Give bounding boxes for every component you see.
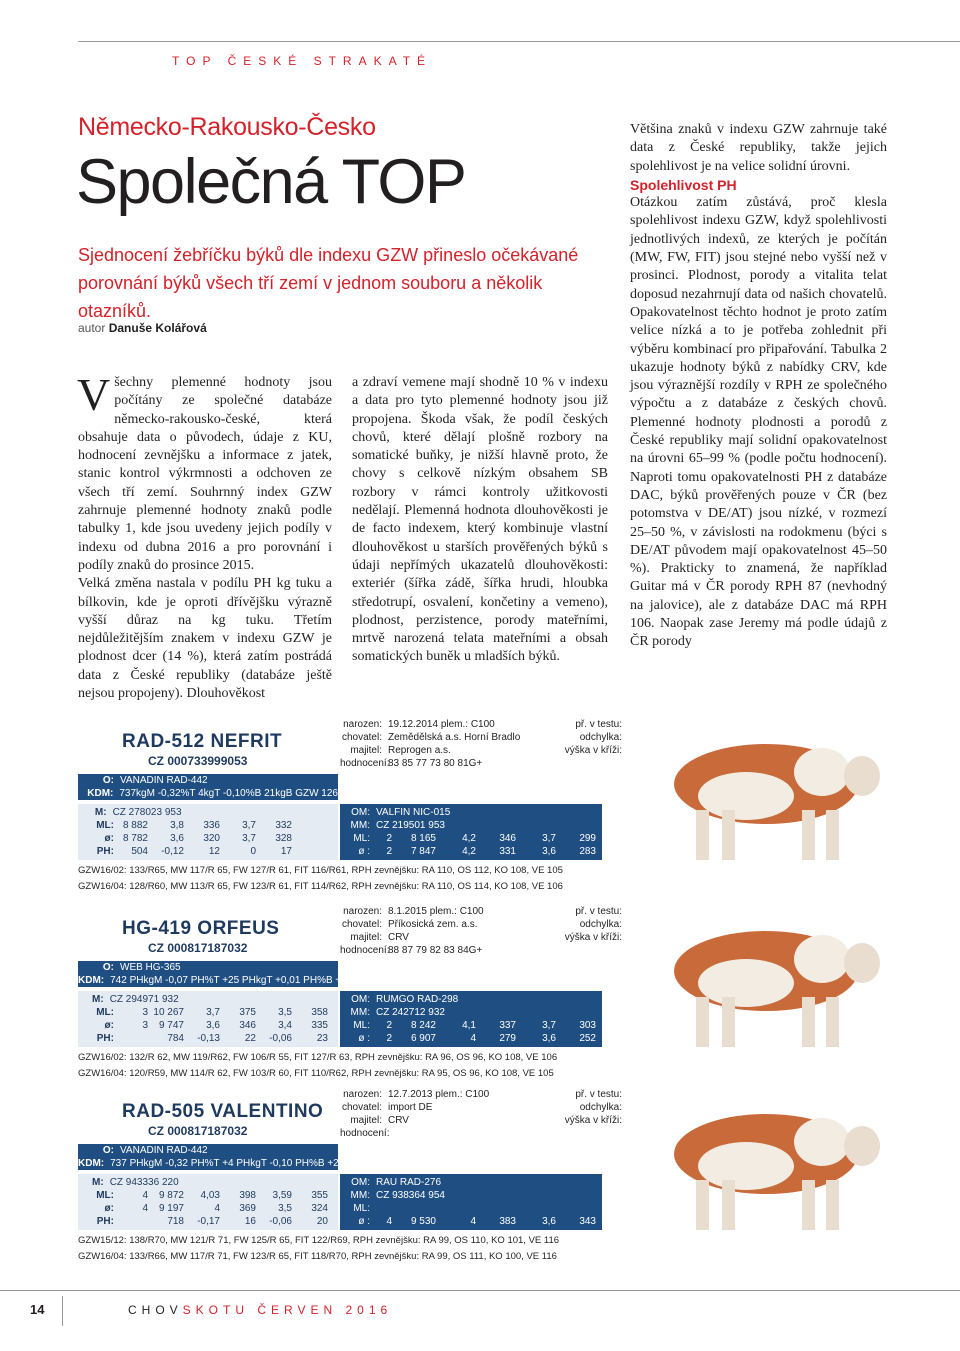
table-cell: 8 242 [410, 1020, 436, 1031]
table-cell: 3,6 [206, 1020, 220, 1031]
bull-name: RAD-505 VALENTINO [122, 1101, 324, 1122]
table-cell: 4,1 [462, 1020, 476, 1031]
row-label: M: [92, 1177, 104, 1188]
table-cell: CZ 294971 932 [109, 994, 179, 1005]
col3-paragraph-1: Většina znaků v indexu GZW zahrnuje také data z České republiky, takže jejich spolehlivost je na velice solidní úrovni. [630, 122, 887, 174]
table-cell: 398 [239, 1190, 256, 1201]
info-label: majitel: [350, 932, 382, 943]
row-label: MM: [350, 1007, 370, 1018]
info-value: CRV [388, 932, 409, 943]
test-label: odchylka: [579, 919, 622, 930]
table-cell: 3,59 [272, 1190, 292, 1201]
row-label: M: [94, 807, 107, 818]
table-cell: 3,6 [170, 833, 184, 844]
table-cell: -0,06 [269, 1033, 292, 1044]
table-cell: 3,5 [278, 1007, 292, 1018]
table-cell: 20 [316, 1216, 328, 1227]
row-label: ML: [353, 1203, 370, 1214]
table-cell: -0,17 [197, 1216, 220, 1227]
table-cell [312, 993, 338, 1006]
bull-illustration [626, 1088, 890, 1238]
table-row [78, 993, 338, 1006]
table-cell: 12 [208, 846, 220, 857]
bull-name-box [78, 718, 338, 774]
test-label: výška v kříži: [564, 745, 622, 756]
test-label: výška v kříži: [564, 932, 622, 943]
sire-index-bar [78, 1144, 424, 1170]
table-cell: CZ 278023 953 [112, 807, 182, 818]
table-cell [312, 1176, 338, 1189]
table-cell: 346 [239, 1020, 256, 1031]
table-cell [224, 806, 253, 819]
text-column-1 [77, 369, 332, 703]
bull-info [340, 718, 520, 770]
bull-photo [626, 905, 890, 1055]
table-cell: 7 847 [410, 846, 436, 857]
top-rule [78, 41, 960, 42]
table-cell: 17 [280, 846, 292, 857]
table-cell: 324 [311, 1203, 328, 1214]
info-value: CRV [388, 1115, 409, 1126]
bull-name: RAD-512 NEFRIT [122, 731, 283, 752]
gzw-line: GZW16/04: 120/R59, MW 114/R 62, FW 103/R 60, FIT 110/R62, RPH zevnějšku: RA 95, OS 96, KO 108, VE 105 [78, 1068, 554, 1079]
table-cell [309, 806, 338, 819]
row-label: MM: [350, 820, 370, 831]
sire: VANADIN RAD-442 [120, 1145, 208, 1156]
row-label: ø: [104, 1020, 114, 1031]
table-cell: CZ 943336 220 [109, 1177, 179, 1188]
sire: VANADIN RAD-442 [120, 775, 208, 786]
table-cell [516, 1202, 556, 1215]
table-cell [281, 806, 310, 819]
table-cell: 4 [386, 1216, 392, 1227]
bull-illustration [626, 718, 890, 868]
gzw-line: GZW16/02: 132/R 62, MW 119/R62, FW 106/R 55, FIT 127/R 63, RPH zevnějšku: RA 96, OS 96, KO 108, VE 106 [78, 1052, 558, 1063]
table-cell: 3,7 [542, 1020, 556, 1031]
table-cell: 0 [250, 846, 256, 857]
page-number: 14 [30, 1302, 45, 1317]
info-value: Zemědělská a.s. Horní Bradlo [388, 732, 521, 743]
bottom-rule [0, 1290, 960, 1291]
section-kicker: TOP ČESKÉ STRAKATÉ [172, 54, 433, 68]
table-cell: -0,13 [197, 1033, 220, 1044]
table-cell: CZ 242712 932 [376, 1007, 445, 1018]
row-label: ø : [358, 846, 370, 857]
table-cell: 3,6 [542, 846, 556, 857]
breeding-values: 737 PHkgM -0,32 PH%T +4 PHkgT -0,10 PH%B +21 PHkgB GZW 126 [110, 1158, 424, 1169]
table-cell: 3,5 [278, 1203, 292, 1214]
table-cell: 3,7 [542, 833, 556, 844]
dam-performance-table [78, 1174, 338, 1230]
col2-paragraph-1: a zdraví vemene mají shodně 10 % v indexu a data pro tyto plemenné hodnoty jsou již propojena. Škoda však, že podíl českých chovů, které dělají plošně rozbory na somatické buňky, je nižší hlavně proto, že chovy s celkově nízkým obsahem SB rozbory v rámci kontroly užitkovosti nedělají. Plemenná hodnota dlouhověkosti je de facto indexem, který kombinuje vlastní dlouhověkost u starších prověřených býků s údaji nepřímých ukazatelů dlouhověkosti: exteriér (šířka zádě, šířka hrudi, hloubka středotrupí, osvalení, končetiny a vemeno), plodnost, perzistence, porody mateřními, mrtvě narozená telata mateřními a obsah somatických buněk u mladších býků. [352, 375, 608, 665]
label: O: [102, 775, 114, 786]
info-label: majitel: [350, 745, 382, 756]
table-cell: 4,2 [462, 833, 476, 844]
table-cell: 283 [579, 846, 596, 857]
table-cell: 9 747 [158, 1020, 184, 1031]
sire-index-bar [78, 961, 432, 987]
label: KDM: [87, 788, 114, 799]
table-cell: 8 782 [122, 833, 148, 844]
info-value: Příkosická zem. a.s. [388, 919, 478, 930]
table-row [78, 1189, 338, 1202]
text-column-3 [630, 121, 887, 652]
table-row [340, 1202, 602, 1215]
table-cell: 335 [311, 1020, 328, 1031]
info-value: 83 85 77 73 80 81G+ [388, 758, 483, 769]
table-cell [287, 993, 313, 1006]
bull-registration: CZ 000733999053 [148, 754, 248, 768]
table-cell: 369 [239, 1203, 256, 1214]
bull-name-box [78, 1088, 338, 1144]
table-row [340, 1215, 602, 1228]
table-row [78, 845, 338, 858]
table-cell [210, 993, 236, 1006]
table-cell: RUMGO RAD-298 [376, 994, 459, 1005]
info-value: Reprogen a.s. [388, 745, 451, 756]
info-value: import DE [388, 1102, 433, 1113]
table-cell: 337 [499, 1020, 516, 1031]
table-cell: 3,4 [278, 1020, 292, 1031]
table-cell [287, 1176, 313, 1189]
table-cell [235, 1176, 261, 1189]
label: O: [102, 1145, 114, 1156]
table-cell [235, 993, 261, 1006]
info-value: 12.7.2013 plem.: C100 [388, 1089, 490, 1100]
col3-paragraph-2: Otázkou zatím zůstává, proč klesla spolehlivost indexu GZW, když spolehlivosti jednotlivých indexů, ze kterých je počítán (MW, FW, FIT) jsou stejné nebo vyšší než v prosinci. Plodnost, porody a vitalita telat doposud nezahrnují data od našich chovatelů. Opakovatelnost těchto hodnot je proto zatím velice nízká a to je potřeba zohlednit při výběru kombinací pro připařování. Tabulka 2 ukazuje hodnoty býků z nabídky CRV, kde jsou výraznější rozdíly v RPH ze společného výpočtu a z databáze z českých chovů. Plemenné hodnoty plodnosti a porodů z České republiky mají solidní opakovatelnost na úrovni 65–99 % (podle počtu hodnocení). Naproti tomu opakovatelnosti PH z databáze DAC, býků prověřených pouze v ČR (bez potomstva v DE/AT) jsou nízké, v rozmezí 25–50 %, v závislosti na rodokmenu (býci s DE/AT původem mají opakovatelnost 45–50 %). Prakticky to znamená, že například Guitar má v ČR porody RPH 87 (nevhodný na jalovice), ale z databáze DAC má RPH 106. Naopak zase Jeremy má podle údajů z ČR porody [630, 195, 887, 650]
table-row [78, 1032, 338, 1045]
row-label: M: [92, 994, 104, 1005]
table-cell: 279 [499, 1033, 516, 1044]
gzw-line: GZW16/04: 128/R60, MW 113/R 65, FW 123/R 61, FIT 114/R62, RPH zevnějšku: RA 110, OS 114, KO 108, VE 106 [78, 881, 563, 892]
table-cell: 343 [579, 1216, 596, 1227]
table-cell [436, 1202, 476, 1215]
table-cell [476, 1202, 516, 1215]
table-cell: 375 [239, 1007, 256, 1018]
row-label: PH: [96, 1033, 114, 1044]
sire: WEB HG-365 [120, 962, 181, 973]
magazine-name-a: CHOV [128, 1303, 183, 1317]
test-info [558, 1088, 637, 1127]
issue-date: ČERVEN 2016 [257, 1303, 393, 1317]
label: KDM: [78, 975, 105, 986]
table-cell: CZ 938364 954 [376, 1190, 445, 1201]
row-label: ø: [104, 1203, 114, 1214]
table-row [340, 832, 602, 845]
table-cell: 4 [470, 1216, 476, 1227]
bull-illustration [626, 905, 890, 1055]
info-label: hodnocení: [340, 758, 390, 769]
row-label: ML: [96, 1007, 114, 1018]
row-label: ø: [104, 833, 114, 844]
row-label: ø : [358, 1033, 370, 1044]
subheading: Spolehlivost PH [630, 176, 737, 193]
row-label: MM: [350, 1190, 370, 1201]
table-cell: 9 872 [158, 1190, 184, 1201]
table-cell: 9 197 [158, 1203, 184, 1214]
table-row [78, 1202, 338, 1215]
dropcap: V [77, 369, 111, 420]
table-row [78, 806, 338, 819]
table-cell: 3,7 [206, 1007, 220, 1018]
info-label: hodnocení: [340, 1128, 390, 1139]
table-cell [376, 1202, 392, 1215]
table-cell: 252 [579, 1033, 596, 1044]
test-label: odchylka: [579, 732, 622, 743]
table-row [340, 1032, 602, 1045]
table-row [340, 845, 602, 858]
table-cell: 718 [167, 1216, 184, 1227]
magazine-footer [128, 1303, 392, 1317]
table-cell: 4 [214, 1203, 220, 1214]
info-label: chovatel: [341, 1102, 382, 1113]
info-label: narozen: [343, 1089, 382, 1100]
table-cell: 299 [579, 833, 596, 844]
table-cell: -0,06 [269, 1216, 292, 1227]
table-cell: 10 267 [153, 1007, 184, 1018]
info-label: chovatel: [341, 919, 382, 930]
breeding-values: 742 PHkgM -0,07 PH%T +25 PHkgT +0,01 PH%B +27 PHkgB GZW 123 [110, 975, 432, 986]
info-value: 19.12.2014 plem.: C100 [388, 719, 495, 730]
table-cell: CZ 219501 953 [376, 820, 445, 831]
row-label: ML: [96, 820, 114, 831]
bull-photo [626, 1088, 890, 1238]
table-cell [210, 1176, 236, 1189]
table-cell: 355 [311, 1190, 328, 1201]
maternal-line-table [340, 991, 602, 1047]
table-cell: 3,8 [170, 820, 184, 831]
magazine-name-b: SKOTU [182, 1303, 250, 1317]
col1-paragraph-1: šechny plemenné hodnoty jsou počítány ze společné databáze německo-rakousko-české, která obsahuje data o původech, údaje z KU, hodnocení zevnějšku a informace z jatek, stanic kontrol výkrmnosti a odchoven ze všech tří zemí. Souhrnný index GZW zahrnuje plemenné hodnoty znaků podle tabulky 1, kde jsou uvedeny jejich podíly v indexu od dubna 2016 a pro porovnání i podíly znaků do prosince 2015. [78, 375, 332, 573]
row-label: ML: [353, 833, 370, 844]
table-cell: 2 [386, 1033, 392, 1044]
test-label: př. v testu: [575, 1089, 622, 1100]
table-row [78, 1006, 338, 1019]
byline [78, 321, 207, 335]
byline-prefix: autor [78, 321, 106, 335]
table-row [340, 1019, 602, 1032]
table-cell: 358 [311, 1007, 328, 1018]
table-cell: 2 [386, 846, 392, 857]
bull-card [78, 905, 890, 1080]
table-cell: -0,12 [161, 846, 184, 857]
table-cell: 332 [275, 820, 292, 831]
table-cell: 3,6 [542, 1033, 556, 1044]
table-cell: 784 [167, 1033, 184, 1044]
bull-info [340, 1088, 489, 1140]
table-cell [392, 1202, 436, 1215]
info-value: 88 87 79 82 83 84G+ [388, 945, 483, 956]
table-cell: 346 [499, 833, 516, 844]
table-cell: 3,7 [242, 833, 256, 844]
info-label: majitel: [350, 1115, 382, 1126]
bull-photo [626, 718, 890, 868]
table-cell: RAU RAD-276 [376, 1177, 442, 1188]
table-cell [252, 806, 281, 819]
row-label: OM: [351, 807, 370, 818]
table-cell: 3,7 [242, 820, 256, 831]
maternal-line-table [340, 804, 602, 860]
bull-card [78, 1088, 890, 1263]
text-column-2 [352, 374, 608, 667]
table-row [78, 1019, 338, 1032]
table-cell [261, 1176, 287, 1189]
gzw-line: GZW16/02: 133/R65, MW 117/R 65, FW 127/R 61, FIT 116/R61, RPH zevnějšku: RA 110, OS 112, KO 108, VE 105 [78, 865, 563, 876]
row-label: OM: [351, 1177, 370, 1188]
table-cell: 16 [244, 1216, 256, 1227]
article-section: Německo-Rakousko-Česko [78, 113, 376, 141]
table-cell: 22 [244, 1033, 256, 1044]
table-row [78, 819, 338, 832]
bull-name: HG-419 ORFEUS [122, 918, 280, 939]
table-cell: 8 165 [410, 833, 436, 844]
label: O: [102, 962, 114, 973]
table-cell [261, 993, 287, 1006]
bull-info [340, 905, 484, 957]
sire-index-bar [78, 774, 338, 800]
bull-card [78, 718, 890, 893]
bull-registration: CZ 000817187032 [148, 941, 248, 955]
table-cell: 9 530 [410, 1216, 436, 1227]
table-cell: 328 [275, 833, 292, 844]
dam-performance-table [78, 804, 338, 860]
table-cell: 2 [386, 833, 392, 844]
table-cell: 4 [142, 1190, 148, 1201]
gzw-line: GZW16/04: 133/R66, MW 117/R 71, FW 123/R 65, FIT 118/R70, RPH zevnějšku: RA 99, OS 111, KO 100, VE 116 [78, 1251, 557, 1262]
table-cell: 2 [386, 1020, 392, 1031]
row-label: ML: [96, 1190, 114, 1201]
table-cell: 383 [499, 1216, 516, 1227]
table-cell: 3 [142, 1020, 148, 1031]
row-label: ø : [358, 1216, 370, 1227]
test-label: odchylka: [579, 1102, 622, 1113]
article-title: Společná TOP [76, 147, 466, 217]
author-name: Danuše Kolářová [108, 321, 207, 335]
table-cell: 4,2 [462, 846, 476, 857]
table-cell: 4 [470, 1033, 476, 1044]
table-cell: 3 [142, 1007, 148, 1018]
table-cell [120, 1215, 148, 1228]
table-cell: 336 [203, 820, 220, 831]
test-label: př. v testu: [575, 906, 622, 917]
article-lead: Sjednocení žebříčku býků dle indexu GZW přineslo očekávané porovnání býků všech tří zemí v jednom souboru a několik otazníků. [78, 245, 579, 321]
table-cell: 320 [203, 833, 220, 844]
info-value: 8.1.2015 plem.: C100 [388, 906, 484, 917]
table-row [78, 1176, 338, 1189]
info-label: chovatel: [341, 732, 382, 743]
table-cell: 303 [579, 1020, 596, 1031]
test-label: výška v kříži: [564, 1115, 622, 1126]
table-cell: 8 882 [122, 820, 148, 831]
table-cell: 4,03 [200, 1190, 220, 1201]
table-cell: 3,6 [542, 1216, 556, 1227]
table-cell: 504 [131, 846, 148, 857]
bull-name-box [78, 905, 338, 961]
table-row [78, 1215, 338, 1228]
table-cell [556, 1202, 596, 1215]
table-cell: 331 [499, 846, 516, 857]
row-label: OM: [351, 994, 370, 1005]
row-label: ML: [353, 1020, 370, 1031]
table-cell [120, 1032, 148, 1045]
table-row [78, 832, 338, 845]
table-cell: 4 [142, 1203, 148, 1214]
info-label: hodnocení: [340, 945, 390, 956]
row-label: PH: [96, 1216, 114, 1227]
breeding-values: 737kgM -0,32%T 4kgT -0,10%B 21kgB GZW 126 [119, 788, 338, 799]
maternal-line-table [340, 1174, 602, 1230]
dam-performance-table [78, 991, 338, 1047]
label: KDM: [78, 1158, 105, 1169]
info-label: narozen: [343, 906, 382, 917]
table-cell: 23 [316, 1033, 328, 1044]
info-label: narozen: [343, 719, 382, 730]
table-cell: 6 907 [410, 1033, 436, 1044]
table-cell: VALFIN NIC-015 [376, 807, 451, 818]
test-label: př. v testu: [575, 719, 622, 730]
row-label: PH: [96, 846, 114, 857]
col1-paragraph-2: Velká změna nastala v podílu PH kg tuku a bílkovin, kde je oproti dřívějšku výrazně vyšší důraz na kg tuku. Třetím nejdůležitějším znakem v indexu GZW je plodnost dcer (14 %), která zatím postrádá data z České republiky (databáze ještě nejsou propojeny). Dlouhověkost [78, 576, 332, 702]
gzw-line: GZW15/12: 138/R70, MW 121/R 71, FW 125/R 65, FIT 122/R69, RPH zevnějšku: RA 99, OS 110, KO 101, VE 116 [78, 1235, 560, 1246]
bull-registration: CZ 000817187032 [148, 1124, 248, 1138]
